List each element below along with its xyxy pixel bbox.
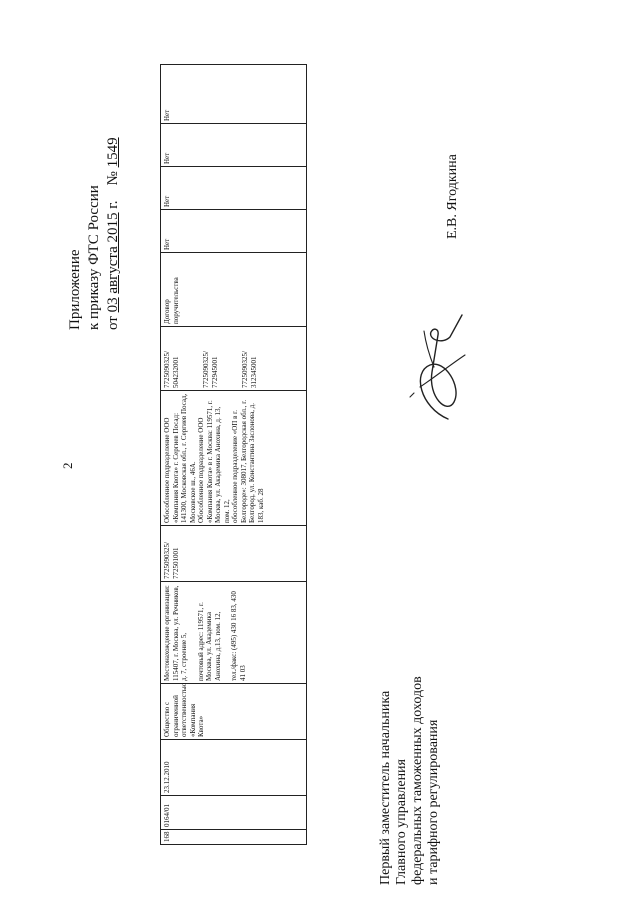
reg-number: 0164/01 (161, 796, 307, 830)
sub-inn-kpp-2: 7725090325/ 772945001 (202, 351, 219, 388)
col12-value: Нет (161, 124, 307, 167)
date-prefix: от (105, 316, 121, 330)
order-number-value: 1549 (105, 137, 121, 168)
order-number-label: № (105, 171, 121, 186)
position-line-1: Первый заместитель начальника (378, 690, 393, 885)
reg-date: 23.12.2010 (161, 740, 307, 796)
appendix-title: Приложение (67, 249, 83, 330)
col11-value: Нет (161, 167, 307, 210)
position-line-3: федеральных таможенных доходов (410, 676, 425, 885)
col13-value: Нет (161, 65, 307, 124)
row-index: 168 (161, 830, 307, 845)
page-number: 2 (60, 462, 75, 469)
col10-value: Нет (161, 210, 307, 253)
appendix-date-line (104, 90, 123, 330)
subdivision-1: Обособленное подразделение ООО «Компания Квота» г. Сергиев Посад: 141300, Московская обл., г. Сергиев Посад, Московское ш., 46А. (163, 393, 197, 523)
inn-kpp: 7725090325/ 772501001 (161, 526, 307, 582)
sub-inn-kpp-3: 7725090325/ 312345001 (241, 351, 258, 388)
signature-position-block (378, 676, 442, 885)
handwritten-signature (390, 307, 480, 427)
date-month-year: августа 2015 (105, 212, 121, 294)
subdivision-inn-kpp (161, 327, 307, 391)
table-row (161, 65, 307, 845)
appendix-order-ref: к приказу ФТС России (86, 185, 102, 330)
registry-table (160, 64, 307, 845)
position-line-2: Главного управления (394, 759, 409, 885)
date-suffix: г. (105, 200, 121, 209)
date-day: 03 (105, 297, 121, 313)
position-line-4: и тарифного регулирования (426, 719, 441, 885)
subdivisions (161, 391, 307, 526)
signer-name: Е.В. Ягодкина (445, 154, 460, 239)
sub-inn-kpp-1: 7725090325/ 504232001 (163, 351, 180, 388)
location-address: Местонахождение организации: 115407, г. Москва, ул. Речников, д. 7, строение 5, (163, 585, 188, 681)
location-phone: тел./факс: (495) 430 16 83, 430 41 03 (230, 591, 247, 681)
security-type: Договор поручительства (161, 253, 307, 327)
appendix-header (66, 90, 123, 330)
org-name: Общество с ограниченной ответственностью «Компания Квота» (161, 684, 307, 740)
org-location (161, 582, 307, 684)
location-postal: почтовый адрес: 119571, г. Москва, ул. Академика Анохина, д.13, пом. 12, (196, 602, 222, 681)
subdivision-2: Обособленное подразделение ООО «Компания Квота» в г. Москва: 119571, г. Москва, ул. Академика Анохина, д. 13, пом. 12, (197, 400, 231, 523)
subdivision-3: обособленное подразделение «ОП в г. Белгороде»: 308017, Белгородская обл., г. Белгород, ул. Константина Заслонова, д. 183, каб. 28 (231, 399, 265, 523)
